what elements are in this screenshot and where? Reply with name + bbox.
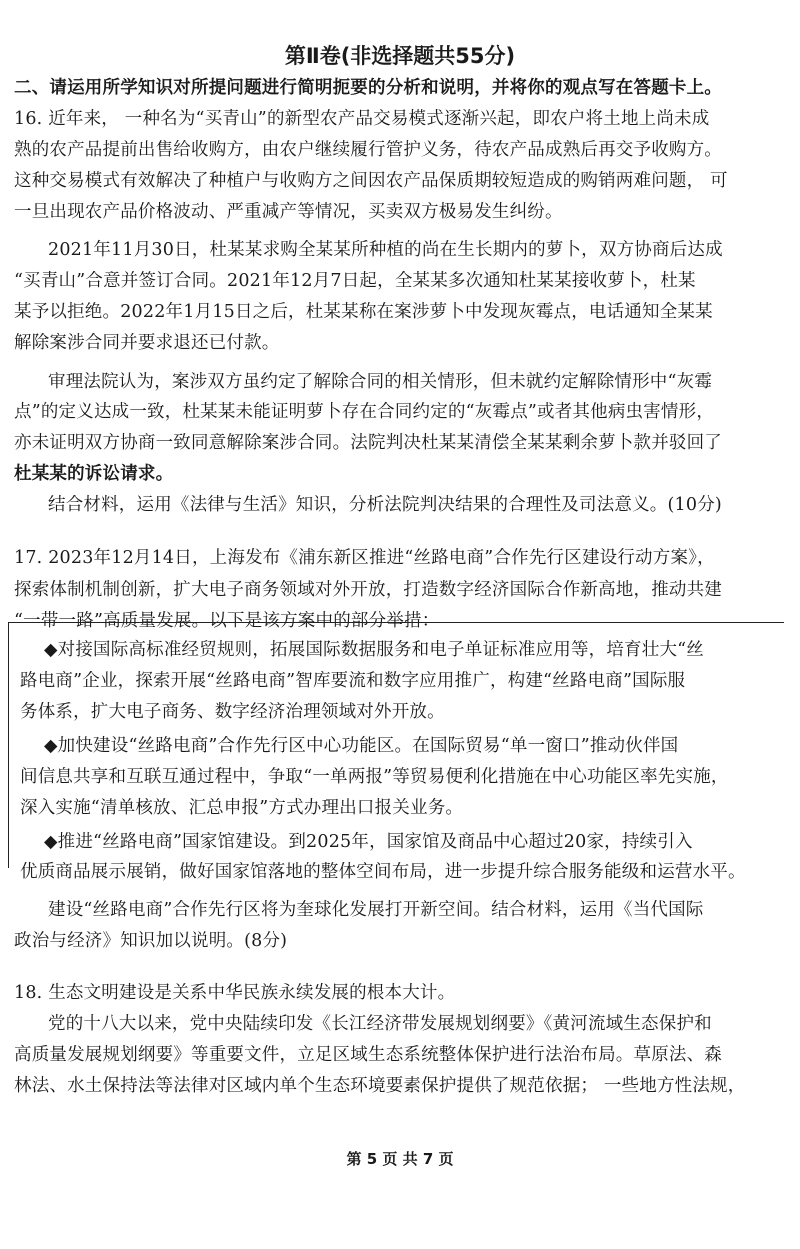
measure-item: ◆对接国际高标准经贸规则，拓展国际数据服务和电子单证标准应用等，培育壮大“丝 [44,640,705,660]
measure-item: 深入实施“清单核放、汇总申报”方式办理出口报关业务。 [20,798,464,818]
q16-line: 熟的农产品提前出售给收购方，由农户继续履行管护义务，待农产品成熟后再交予收购方。 [14,140,722,160]
page-number: 第 5 页 共 7 页 [346,1150,454,1168]
q16-line: 杜某某的诉讼请求。 [14,464,174,484]
q18-line: 高质量发展规划纲要》等重要文件，立足区域生态系统整体保护进行法治布局。草原法、森 [14,1045,722,1065]
q16-question: 结合材料，运用《法律与生活》知识，分析法院判决结果的合理性及司法意义。(10分) [48,495,722,515]
measure-item: 务体系，扩大电子商务、数字经济治理领域对外开放。 [20,702,445,722]
q16-line: 审理法院认为，案涉双方虽约定了解除合同的相关情形，但未就约定解除情形中“灰霉 [48,372,713,392]
q18-line: 党的十八大以来，党中央陆续印发《长江经济带发展规划纲要》《黄河流域生态保护和 [48,1014,712,1034]
q17-line: “一带一路”高质量发展。以下是该方案中的部分举措： [14,611,440,631]
q17-line: 探索体制机制创新，扩大电子商务领域对外开放，打造数字经济国际合作新高地，推动共建 [14,580,722,600]
measure-item: 路电商”企业，探索开展“丝路电商”智库要流和数字应用推广，构建“丝路电商”国际服 [20,671,686,691]
q16-line: 亦未证明双方协商一致同意解除案涉合同。法院判决杜某某清偿全某某剩余萝卜款并驳回了 [14,433,722,453]
q16-line: “买青山”合意并签订合同。2021年12月7日起，全某某多次通知杜某某接收萝卜，杜某 [14,271,696,291]
q17-question: 政治与经济》知识加以说明。(8分) [14,931,288,951]
q16-line: 某予以拒绝。2022年1月15日之后，杜某某称在案涉萝卜中发现灰霉点，电话通知全某某 [14,302,713,322]
q16-line: 16. 近年来， 一种名为“买青山”的新型农产品交易模式逐渐兴起，即农户将土地上尚未成 [14,109,710,129]
q16-line: 2021年11月30日，杜某某求购全某某所种植的尚在生长期内的萝卜，双方协商后达成 [48,240,723,260]
q16-line: 这种交易模式有效解决了种植户与收购方之间因农产品保质期较短造成的购销两难问题， 可 [14,171,728,191]
q18-line: 18. 生态文明建设是关系中华民族永续发展的根本大计。 [14,983,456,1003]
q18-line: 林法、水土保持法等法律对区域内单个生态环境要素保护提供了规范依据； 一些地方性法规， [14,1076,746,1096]
measure-item: ◆推进“丝路电商”国家馆建设。到2025年，国家馆及商品中心超过20家，持续引入 [44,832,693,852]
q16-line: 点”的定义达成一致，杜某某未能证明萝卜存在合同约定的“灰霉点”或者其他病虫害情形， [14,402,715,422]
q17-line: 17. 2023年12月14日，上海发布《浦东新区推进“丝路电商”合作先行区建设行动方案》， [14,548,715,568]
section-title: 第Ⅱ卷(非选择题共55分) [284,44,516,68]
q17-question: 建设“丝路电商”合作先行区将为奎球化发展打开新空间。结合材料，运用《当代国际 [48,900,704,920]
q16-line: 一旦出现农产品价格波动、严重减产等情况，买卖双方极易发生纠纷。 [14,202,563,222]
measure-item: ◆加快建设“丝路电商”合作先行区中心功能区。在国际贸易“单一窗口”推动伙伴国 [44,736,679,756]
instruction-text: 二、请运用所学知识对所提问题进行简明扼要的分析和说明，并将你的观点写在答题卡上。 [14,78,722,98]
q16-line: 解除案涉合同并要求退还已付款。 [14,333,280,353]
measure-item: 间信息共享和互联互通过程中，争取“一单两报”等贸易便利化措施在中心功能区率先实施， [20,767,729,787]
measure-item: 优质商品展示展销，做好国家馆落地的整体空间布局，进一步提升综合服务能级和运营水平。 [20,862,746,882]
